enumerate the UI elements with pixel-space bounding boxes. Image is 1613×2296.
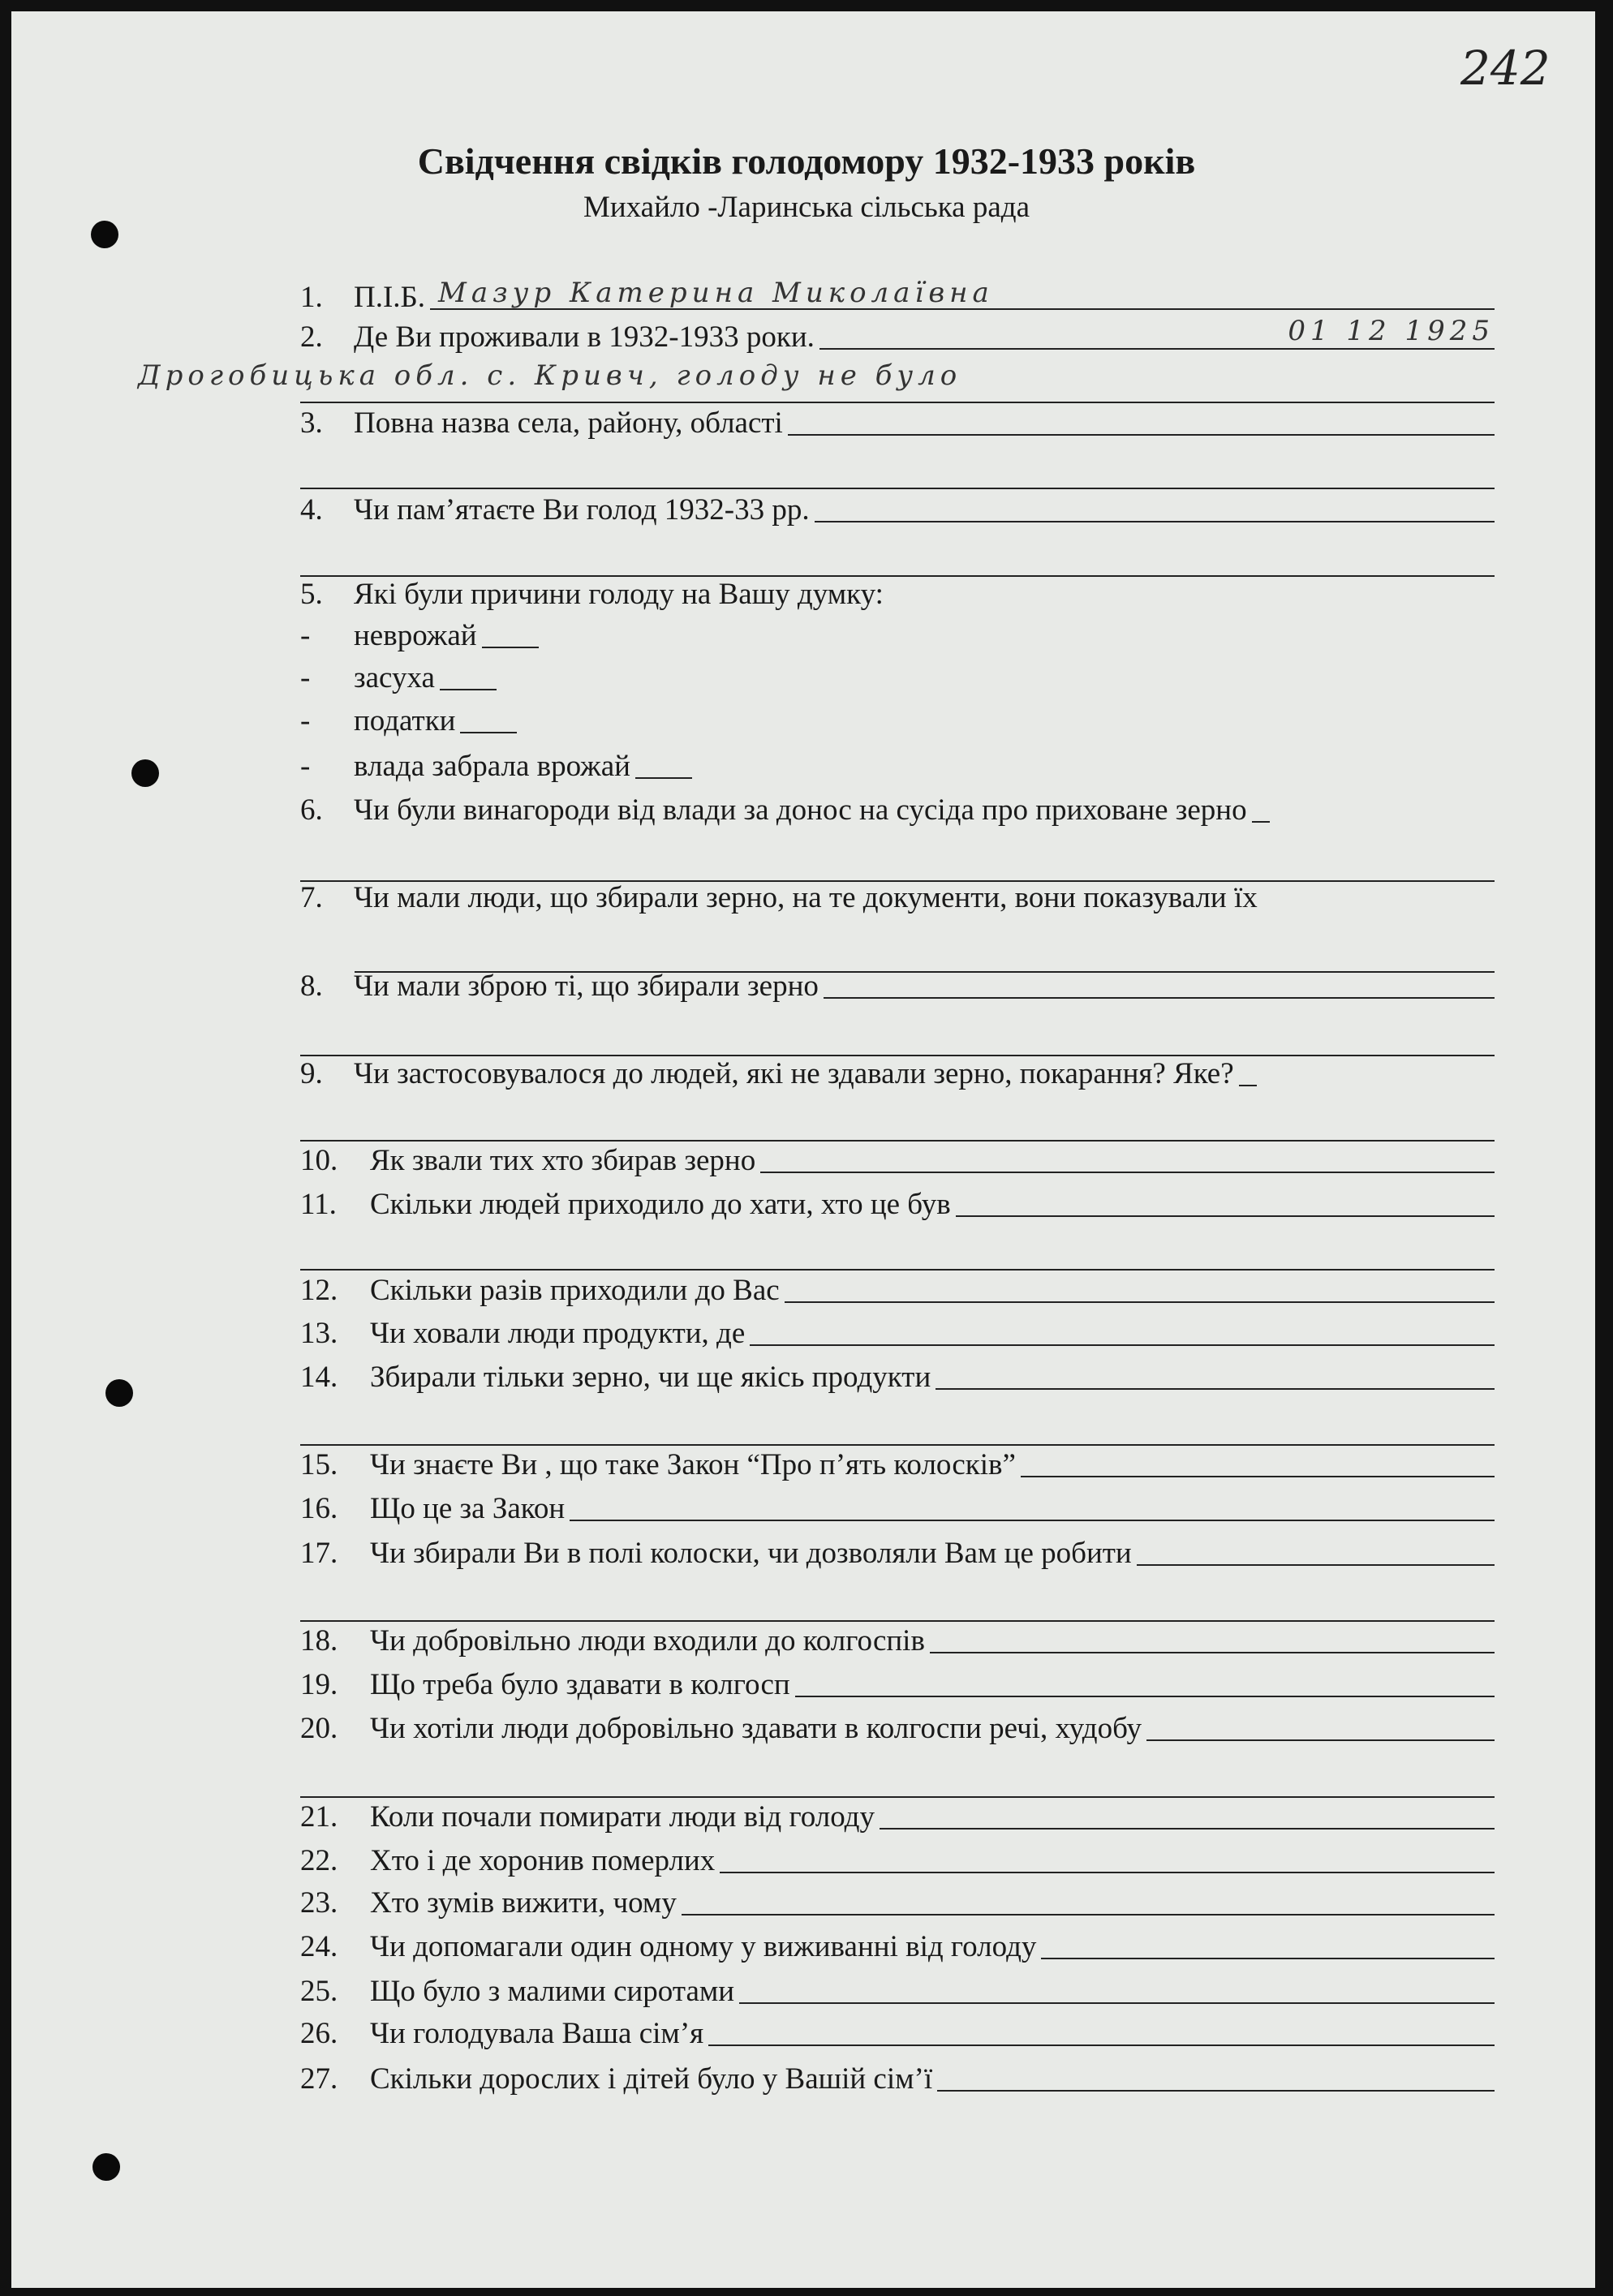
answer-line — [930, 1652, 1495, 1653]
question-text: Чи пам’ятаєте Ви голод 1932-33 рр. — [354, 493, 810, 527]
question-row — [300, 1623, 1495, 1660]
question-text: Повна назва села, району, області — [354, 406, 783, 440]
question-text: Чи збирали Ви в полі колоски, чи дозволяли Вам це робити — [370, 1537, 1132, 1570]
question-text: Коли почали помирати люди від голоду — [370, 1800, 875, 1834]
question-row — [300, 1799, 1495, 1836]
question-row — [300, 1928, 1495, 1966]
question-number: 13. — [300, 1317, 338, 1350]
question-text: Чи були винагороди від влади за донос на сусіда про приховане зерно — [354, 793, 1247, 827]
question-text: Які були причини голоду на Вашу думку: — [354, 578, 884, 611]
question-text: Збирали тільки зерно, чи ще якісь продукти — [370, 1361, 931, 1394]
question-row — [300, 405, 1495, 442]
question-number: 17. — [300, 1537, 338, 1570]
question-row — [300, 2061, 1495, 2098]
answer-line — [1041, 1958, 1495, 1959]
question-row — [300, 1973, 1495, 2010]
punch-hole — [92, 2153, 120, 2181]
question-text: Чи мали зброю ті, що збирали зерно — [354, 970, 819, 1003]
page-number: 242 — [1460, 41, 1551, 96]
answer-line — [300, 1444, 1495, 1446]
cause-dash: - — [300, 704, 311, 737]
question-row — [300, 1710, 1495, 1748]
answer-line — [300, 1140, 1495, 1142]
question-number: 24. — [300, 1930, 338, 1963]
question-text: Що треба було здавати в колгосп — [370, 1668, 790, 1701]
question-text: Чи голодувала Ваша сім’я — [370, 2017, 704, 2050]
answer-line — [815, 521, 1495, 522]
question-number: 10. — [300, 1144, 338, 1177]
question-row — [300, 492, 1495, 529]
question-row — [300, 1142, 1495, 1180]
question-text: Як звали тих хто збирав зерно — [370, 1144, 756, 1177]
answer-line — [570, 1520, 1495, 1521]
handwritten-residence: Дрогобицька обл. с. Кривч, голоду не було — [138, 359, 962, 392]
punch-hole — [131, 759, 159, 787]
question-number: 9. — [300, 1057, 323, 1090]
question-row — [300, 1056, 1495, 1093]
answer-line — [720, 1872, 1495, 1873]
answer-line — [460, 732, 517, 733]
answer-line — [1137, 1564, 1495, 1566]
punch-hole — [91, 221, 118, 248]
answer-line — [1021, 1476, 1495, 1477]
question-row — [300, 1447, 1495, 1484]
answer-line — [1146, 1739, 1495, 1741]
question-number: 15. — [300, 1448, 338, 1481]
answer-line — [1252, 821, 1270, 823]
answer-line — [750, 1344, 1495, 1346]
answer-line — [440, 689, 497, 690]
question-row — [300, 279, 1495, 316]
question-row — [300, 968, 1495, 1005]
cause-dash: - — [300, 661, 311, 694]
question-text: Чи допомагали один одному у виживанні від голоду — [370, 1930, 1037, 1963]
question-number: 12. — [300, 1274, 338, 1307]
answer-line — [819, 315, 1495, 350]
answer-line — [682, 1914, 1495, 1915]
question-text: Що було з малими сиротами — [370, 1975, 735, 2008]
handwritten-birth-date: 01 12 1925 — [1288, 315, 1495, 347]
question-text: Хто і де хоронив померлих — [370, 1844, 716, 1877]
question-row — [300, 1186, 1495, 1223]
question-text: Чи добровільно люди входили до колгоспів — [370, 1624, 925, 1658]
cause-option — [300, 748, 1495, 785]
answer-line — [880, 1828, 1495, 1829]
question-number: 14. — [300, 1361, 338, 1394]
question-number: 27. — [300, 2062, 338, 2096]
question-row — [300, 1842, 1495, 1880]
question-text: Чи хотіли люди добровільно здавати в колгоспи речі, худобу — [370, 1712, 1142, 1745]
question-text: Що це за Закон — [370, 1492, 566, 1525]
answer-line — [430, 277, 1495, 310]
question-number: 26. — [300, 2017, 338, 2050]
answer-line — [936, 1388, 1495, 1390]
question-number: 16. — [300, 1492, 338, 1525]
answer-line — [937, 2090, 1495, 2092]
page-title: Свідчення свідків голодомору 1932-1933 років — [417, 140, 1196, 182]
question-number: 23. — [300, 1886, 338, 1920]
answer-line — [708, 2044, 1495, 2046]
question-text: П.І.Б. — [354, 281, 426, 314]
question-number: 6. — [300, 793, 323, 827]
question-row — [300, 1490, 1495, 1528]
question-number: 19. — [300, 1668, 338, 1701]
question-row — [300, 1272, 1495, 1309]
question-number: 3. — [300, 406, 323, 440]
cause-text: влада забрала врожай — [354, 750, 630, 783]
question-text: Чи застосовувалося до людей, які не здавали зерно, покарання? Яке? — [354, 1057, 1234, 1090]
question-number: 21. — [300, 1800, 338, 1834]
question-number: 1. — [300, 281, 323, 314]
answer-line — [300, 1796, 1495, 1798]
answer-line — [760, 1172, 1495, 1173]
answer-line — [785, 1301, 1495, 1303]
question-row — [300, 1885, 1495, 1922]
question-row — [300, 1315, 1495, 1352]
answer-line — [482, 647, 539, 648]
question-number: 2. — [300, 320, 323, 354]
handwritten-name: Мазур Катерина Миколаївна — [438, 277, 994, 309]
cause-text: неврожай — [354, 619, 477, 652]
question-row — [300, 1535, 1495, 1572]
question-text: Де Ви проживали в 1932-1933 роки. — [354, 320, 815, 354]
question-text: Скільки людей приходило до хати, хто це був — [370, 1188, 951, 1221]
answer-line — [300, 488, 1495, 489]
question-row — [300, 315, 1495, 356]
answer-line — [300, 1620, 1495, 1622]
question-row — [300, 879, 1495, 917]
question-number: 25. — [300, 1975, 338, 2008]
question-number: 7. — [300, 881, 323, 914]
question-text: Скільки дорослих і дітей було у Вашій сім’ї — [370, 2062, 933, 2096]
cause-text: засуха — [354, 661, 435, 694]
question-text: Хто зумів вижити, чому — [370, 1886, 677, 1920]
cause-dash: - — [300, 750, 311, 783]
question-text: Чи мали люди, що збирали зерно, на те документи, вони показували їх — [354, 881, 1258, 914]
question-number: 5. — [300, 578, 323, 611]
cause-dash: - — [300, 619, 311, 652]
question-number: 8. — [300, 970, 323, 1003]
cause-option — [300, 703, 1495, 740]
question-number: 18. — [300, 1624, 338, 1658]
question-text: Скільки разів приходили до Вас — [370, 1274, 780, 1307]
answer-line — [788, 434, 1495, 436]
cause-option — [300, 617, 1495, 655]
answer-line — [1239, 1085, 1257, 1086]
question-row — [300, 1666, 1495, 1704]
question-number: 11. — [300, 1188, 337, 1221]
question-text: Чи знаєте Ви , що таке Закон “Про п’ять колосків” — [370, 1448, 1016, 1481]
question-number: 20. — [300, 1712, 338, 1745]
question-row — [300, 792, 1495, 829]
answer-line — [956, 1215, 1495, 1217]
answer-line — [824, 997, 1495, 999]
question-row — [300, 1359, 1495, 1396]
question-row — [300, 576, 1495, 613]
page-subtitle: Михайло -Ларинська сільська рада — [583, 191, 1030, 224]
answer-line — [795, 1696, 1495, 1697]
answer-line — [635, 777, 692, 779]
question-row — [300, 2015, 1495, 2053]
answer-line — [300, 402, 1495, 403]
punch-hole — [105, 1379, 133, 1407]
answer-line — [739, 2002, 1495, 2004]
cause-option — [300, 660, 1495, 697]
answer-line — [300, 1269, 1495, 1271]
question-text: Чи ховали люди продукти, де — [370, 1317, 746, 1350]
question-number: 4. — [300, 493, 323, 527]
cause-text: податки — [354, 704, 456, 737]
question-number: 22. — [300, 1844, 338, 1877]
